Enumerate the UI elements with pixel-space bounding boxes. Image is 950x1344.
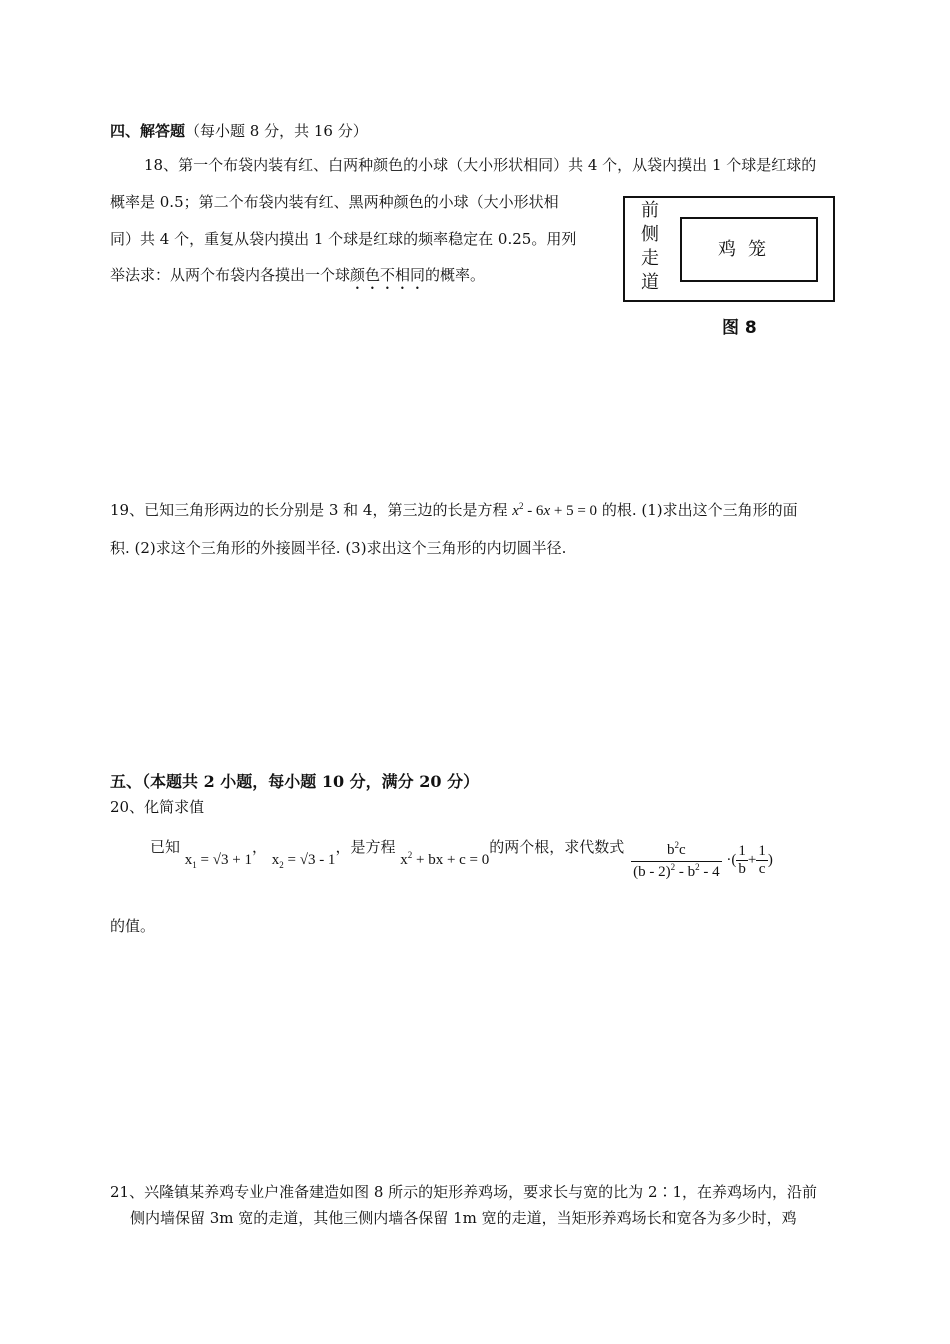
figure-8-side-walkway-char: 前 xyxy=(641,200,659,221)
figure-8-side-walkway-label xyxy=(640,199,660,295)
q20-fraction-denominator: $(b - 2)^2 - b^2 - 4$ xyxy=(633,861,720,880)
section-4-note: （每小题 8 分，共 16 分） xyxy=(185,122,368,140)
q21-line-1: 21、兴隆镇某养鸡专业户准备建造如图 8 所示的矩形养鸡场，要求长与宽的比为 2∶1，在养鸡场内，沿前 xyxy=(110,1183,818,1201)
q20-multiply-dot: ·( xyxy=(726,852,737,868)
figure-8-side-walkway-char: 走 xyxy=(641,248,659,269)
q20-tail-text: 的两个根，求代数式 xyxy=(489,838,625,856)
q20-quadratic-equation: $x^2$ + bx + c = 0 xyxy=(400,850,490,868)
q20-x2-expression: $x_2 = √3 - 1$ xyxy=(271,852,336,870)
q20-separator: ， xyxy=(251,838,267,856)
figure-8-cage-label: 鸡笼 xyxy=(718,239,778,260)
section-4-title: 四、解答题 xyxy=(110,122,186,140)
q20-plus-sign: + xyxy=(747,852,757,868)
q20-fraction-numerator: $b^2c$ xyxy=(631,840,722,862)
q18-line-2: 概率是 0.5；第二个布袋内装有红、黑两种颜色的小球（大小形状相 xyxy=(110,193,559,211)
q20-fraction-1-over-c: $\frac{1}{c}$ xyxy=(758,842,766,877)
q18-line-4-start: 举法求：从两个布袋内各摸出一个球 xyxy=(110,266,351,284)
q18-line-4-end: 的概率。 xyxy=(425,266,486,284)
q20-given-label: 已知 xyxy=(150,838,181,856)
q20-close-paren: ) xyxy=(767,852,773,868)
q18-line-1: 18、第一个布袋内装有红、白两种颜色的小球（大小形状相同）共 4 个，从袋内摸出 1 个球是红球的 xyxy=(144,156,817,174)
q19-line-1-end: 的根. (1)求出这个三角形的面 xyxy=(601,501,798,519)
q18-emphasized-phrase: 颜色不相同 xyxy=(350,266,426,284)
q21-line-2: 侧内墙保留 3m 宽的走道，其他三侧内墙各保留 1m 宽的走道，当矩形养鸡场长和宽各为多少时，鸡 xyxy=(130,1209,797,1227)
q20-fraction-1-over-b: $\frac{1}{b}$ xyxy=(738,842,746,877)
q20-heading: 20、化简求值 xyxy=(110,798,205,816)
q19-line-1-start: 19、已知三角形两边的长分别是 3 和 4，第三边的长是方程 xyxy=(110,501,508,519)
figure-8-side-walkway-char: 侧 xyxy=(641,224,659,245)
q20-mid-text: ，是方程 xyxy=(335,838,396,856)
section-5-heading: 五、（本题共 2 小题，每小题 10 分，满分 20 分） xyxy=(110,772,480,791)
q20-main-fraction xyxy=(631,840,722,881)
q19-line-2: 积. (2)求这个三角形的外接圆半径. (3)求出这个三角形的内切圆半径. xyxy=(110,539,567,557)
figure-8-side-walkway-char: 道 xyxy=(641,272,659,293)
q20-given-line xyxy=(150,836,773,888)
q20-x1-expression: $x_1 = √3 + 1$ xyxy=(184,852,252,870)
q19-line-1 xyxy=(110,499,798,520)
section-4-heading xyxy=(110,120,368,141)
q18-line-4 xyxy=(110,264,485,293)
q20-end-text: 的值。 xyxy=(110,917,156,935)
q19-equation: $x^2 - 6x + 5 = 0$ xyxy=(512,501,598,519)
q18-line-3: 同）共 4 个，重复从袋内摸出 1 个球是红球的频率稳定在 0.25。用列 xyxy=(110,230,577,248)
figure-8-caption: 图 8 xyxy=(722,318,757,338)
